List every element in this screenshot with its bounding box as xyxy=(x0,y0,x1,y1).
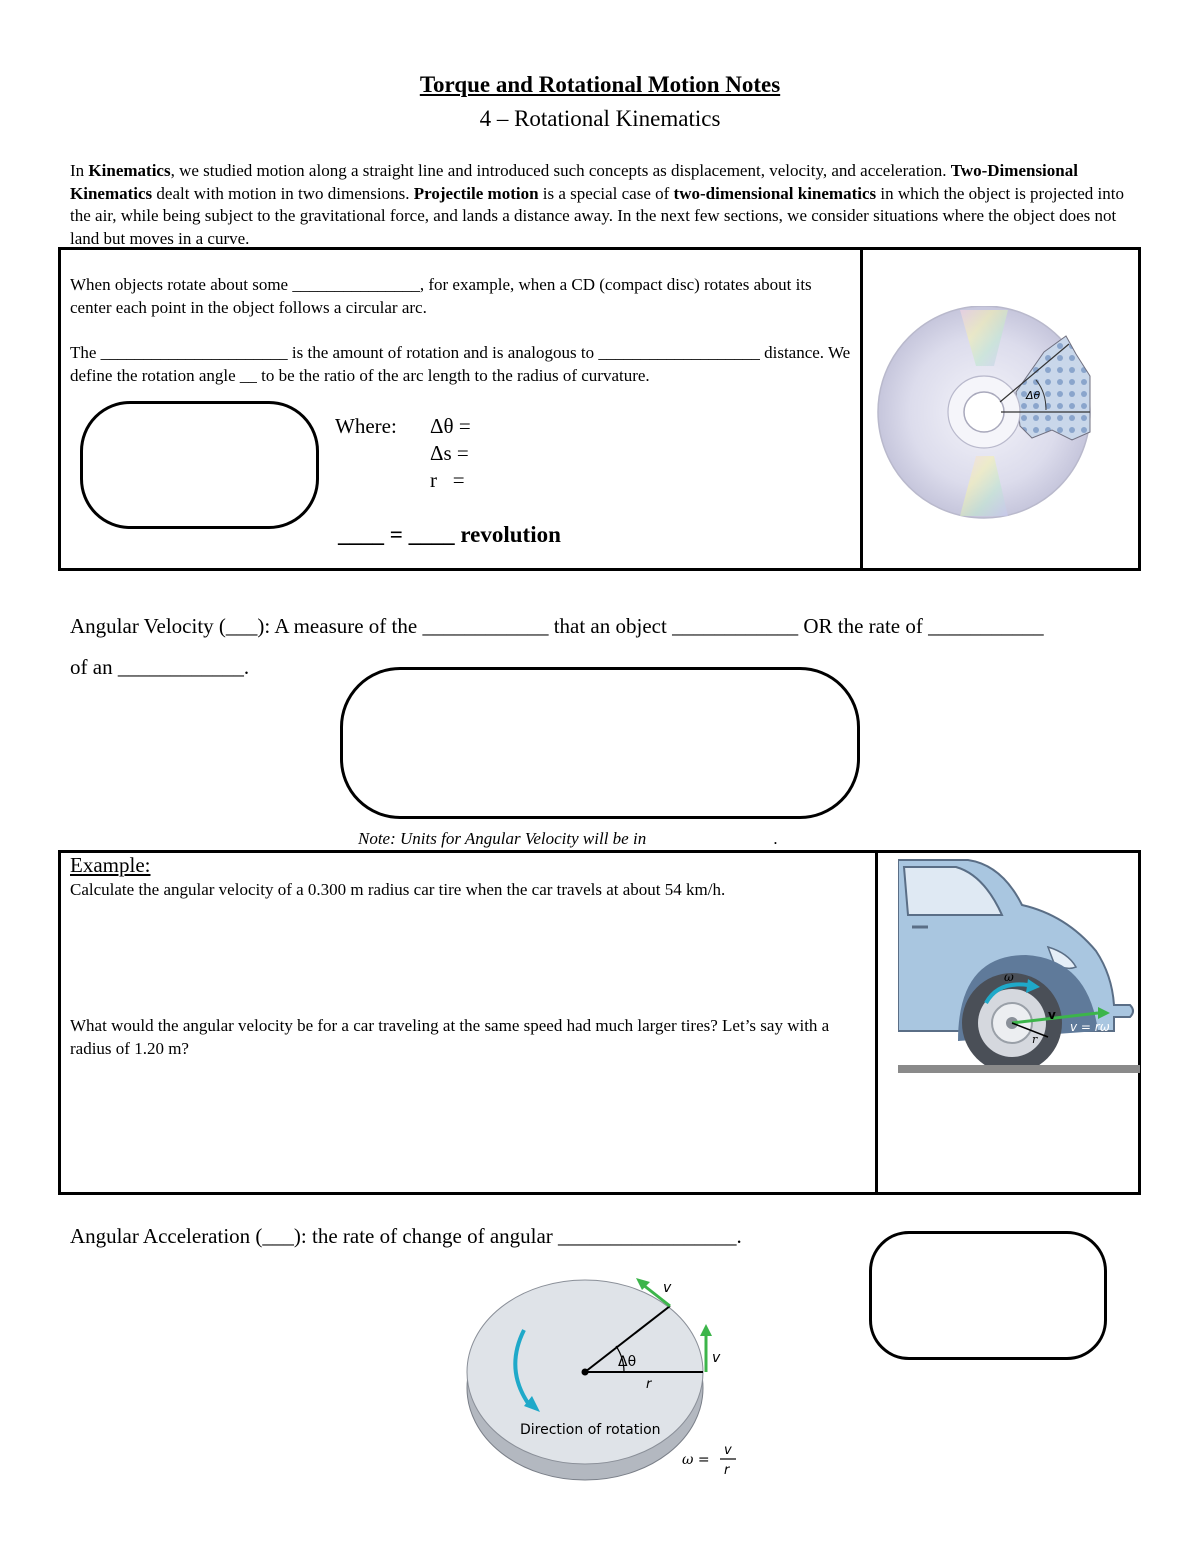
example-divider xyxy=(875,850,878,1195)
where-delta-theta: Δθ = xyxy=(430,414,471,438)
cd-angle-label: Δθ xyxy=(1026,389,1041,402)
rotation-axis-text: When objects rotate about some _______________, for example, when a CD (compact disc) rotates about its center each point in the object follows a circular arc. xyxy=(70,275,812,317)
formula-blank-box xyxy=(80,401,319,529)
angular-velocity-definition-cont: of an ____________. xyxy=(70,655,250,679)
angular-velocity-formula-box xyxy=(340,667,860,819)
disk-direction-label: Direction of rotation xyxy=(520,1422,661,1438)
disk-omega-eq: ω = xyxy=(682,1452,710,1468)
page-title: Torque and Rotational Motion Notes xyxy=(419,72,781,97)
rotating-disk-illustration xyxy=(460,1270,750,1486)
intro-paragraph: In Kinematics, we studied motion along a straight line and introduced such concepts as displacement, velocity, and acceleration. Two-Dimensional Kinematics dealt with motion in two dimensions. Projectile motion is a special case of two-dimensional kinematics in which the object is projected into the air, while being subject to the gravitational force, and lands a distance away. In the next few sections, we consider situations where the object does not land but moves in a curve. xyxy=(70,161,1124,248)
angular-acceleration-definition: Angular Acceleration (___): the rate of change of angular _________________. xyxy=(70,1224,742,1248)
where-radius: r = xyxy=(430,468,465,492)
page-subtitle: 4 – Rotational Kinematics xyxy=(479,106,721,131)
example-question-2: What would the angular velocity be for a car traveling at the same speed had much larger tires? Let’s say with a radius of 1.20 m? xyxy=(70,1016,830,1058)
car-omega-label: ω xyxy=(1004,970,1014,984)
example-question-1: Calculate the angular velocity of a 0.300 m radius car tire when the car travels at about 54 km/h. xyxy=(70,880,726,899)
disk-frac-den: r xyxy=(724,1463,730,1478)
disk-frac-num: v xyxy=(724,1443,732,1458)
where-delta-s: Δs = xyxy=(430,441,469,465)
car-tire-illustration xyxy=(898,855,1140,1077)
car-r-label: r xyxy=(1032,1033,1038,1046)
example-heading: Example: xyxy=(70,853,151,877)
angular-acceleration-formula-box xyxy=(869,1231,1107,1360)
disk-radius-label: r xyxy=(646,1377,652,1392)
revolution-equation: ____ = ____ revolution xyxy=(338,522,561,547)
box-divider xyxy=(860,247,863,571)
rotation-angle-text: The ______________________ is the amount of rotation and is analogous to ___________________ distance. We define the rotation angle __ to be the ratio of the arc length to the radius of curvature. xyxy=(70,343,851,385)
where-label: Where: xyxy=(335,414,397,438)
car-equation: v = rω xyxy=(1070,1020,1110,1034)
cd-illustration xyxy=(876,306,1092,522)
disk-v-right: v xyxy=(712,1350,721,1366)
disk-v-top: v xyxy=(663,1280,672,1296)
units-note: Note: Units for Angular Velocity will be in . xyxy=(358,829,778,848)
car-v-label: v xyxy=(1048,1008,1056,1022)
angular-velocity-definition: Angular Velocity (___): A measure of the ____________ that an object ____________ OR the rate of ___________ xyxy=(70,614,1044,638)
disk-angle-label: Δθ xyxy=(618,1354,637,1370)
